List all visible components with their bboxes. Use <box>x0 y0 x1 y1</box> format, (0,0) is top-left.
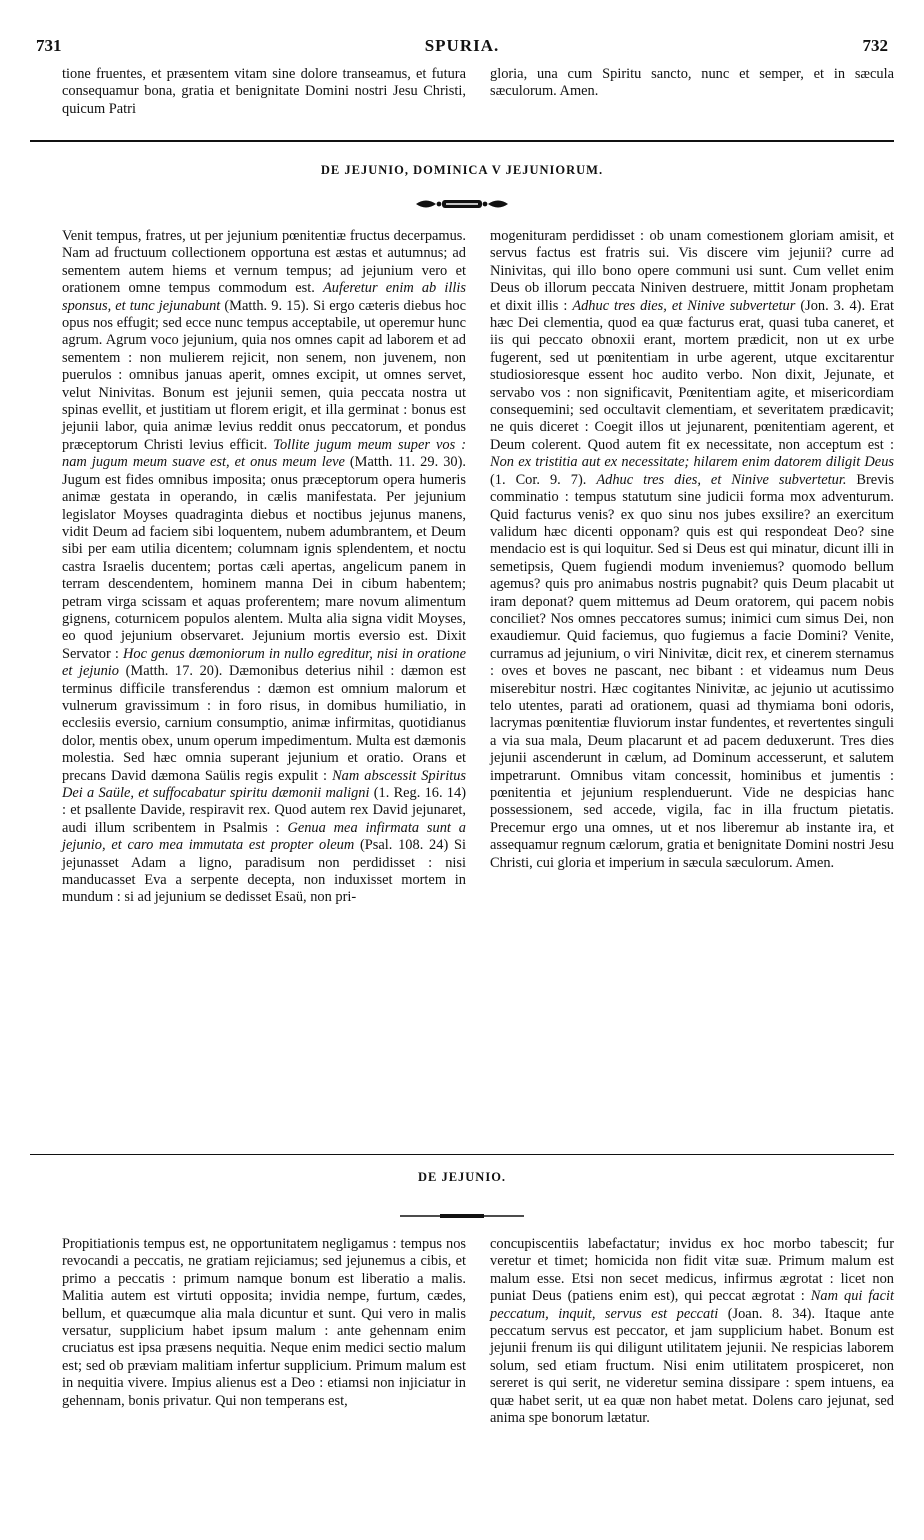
prev-left-column <box>62 66 466 118</box>
text-run: (Matth. 9. 15). Si ergo cæteris diebus hoc opus nos effugit; sed ecce nunc tempus acceptabile, ut operemur hunc agrum. Agrum voco jejunium, quia nos omnes capit ad laborem et ad sementem : non mulierem rejicit, non senem, non juvenem, non puerulos : omnibus januas aperit, omnes excipit, ut omnes servet, velut Ninivitas. Bonum est jejunii semen, quia peccata nostra ut spinas evellit, et justitiam ut florem erigit, et illa germinat : bonus est jejunii labor, quia animæ levius reddit onus peccatorum, et pondus præceptorum Christi levius efficit. <box>62 297 466 453</box>
scripture-quote: Auferetur enim ab illis sponsus, et tunc jejunabunt <box>62 280 466 314</box>
title-underline-rule <box>400 1214 524 1218</box>
section2-columns <box>62 1236 894 1427</box>
running-header <box>36 36 888 58</box>
section-title-de-jejunio: DE JEJUNIO. <box>417 1170 507 1184</box>
prev-right-text: gloria, una cum Spiritu sancto, nunc et semper, et in sæcula sæculorum. Amen. <box>490 66 894 100</box>
paragraph <box>490 228 894 872</box>
section2-right-column <box>490 1236 894 1427</box>
section-title-de-jejunio-dominica: DE JEJUNIO, DOMINICA V JEJUNIORUM. <box>320 163 604 177</box>
page-number-right: 732 <box>862 36 888 55</box>
scripture-quote: Adhuc tres dies, et Ninive subvertetur <box>572 297 796 314</box>
text-run: (Psal. 108. 24) Si jejunasset Adam a ligno, paradisum non perdidisset : nisi manducasset Eva a serpente decepta, non induxisset mortem in mundum : si ad jejunium se dedisset Esaü, non pri- <box>62 837 466 906</box>
text-run: concupiscentiis labefactatur; invidus ex hoc morbo tabescit; fur veretur et timet; homicida non fidit vitæ suæ. Primum malum est malum esse. Etsi non secet medicus, infirmus ægrotat : licet non puniat Deus (patiens enim est), qui peccat ægrotat : <box>490 1236 894 1305</box>
paragraph <box>490 1236 894 1427</box>
paragraph <box>62 228 466 907</box>
scripture-quote: Hoc genus dæmoniorum in nullo egreditur, nisi in oratione et jejunio <box>62 645 467 680</box>
running-title: SPURIA. <box>424 36 500 55</box>
text-run: (Jon. 3. 4). Erat hæc Dei clementia, quod ea quæ facturus erat, quasi tuba caneret, et iis qui peccato obnoxii erant, mortem prædicit, non ut ex urbe fugerent, sed ut pœnitentiam in urbe agerent, utque excitarentur studiosioresque essent hoc audito verbo. Non dixit, Jejunate, et servabo vos : non significavit, Pœnitentiam agite, et misericordiam consequemini; sed occultavit clementiam, et severitatem prædicavit; ne quis diceret : Coegit illos ut jejunarent, pœnitentiam agerent, et Deum colerent. Quod autem fit ex necessitate, non acceptum est : <box>490 297 894 453</box>
scripture-quote: Tollite jugum meum super vos : nam jugum meum suave est, et onus meum leve <box>62 436 466 471</box>
text-run: Brevis comminatio : tempus statutum sine judicii forma mox adventurum. Quid facturus venis? ex quo sinu nos jubes exsilire? an exercitum validum hæc dicenti opponam? quis est qui respondeat Deo? sine mendacio est is qui loquitur. Sed si Deus est qui minatur, dicunt illi in semetipsis, Quem fugiendi modum inveniemus? quomodo bellum agemus? quis pro animabus nostris pugnabit? quis Deum placabit ut iram deponat? quem mittemus ad Deum oratorem, qui pacem nobis conciliet? Nos omnes peccatores sumus; inimici cum simus Dei, non exaudiemur. Quid faciemus, quo fugiemus a facie Domini? Venite, curramus ad jejunium, o viri Ninivitæ, dicit rex, et cinerem sternamus : oves et boves ne pascant, nec bibant : et videamus num Deus miserebitur nostri. Hæc cogitantes Ninivitæ, ac jejunio ut acutissimo telo utentes, parati ad orationem, quasi ad thymiama boni odoris, lacrymas pœnitentiæ fluviorum instar fundentes, et revertentes singuli a via sua mala, Deum placarunt et ad pacem deduxerunt. Tres dies jejunii ascenderunt in cælum, ad Dominum accesserunt, et salutem impetrarunt. Omnibus vitam concessit, hominibus et jumentis : pœnitentia et jejunium resplenduerunt. Vide ne despicias hanc possessionem, sed accede, vigila, fac in illa fructum pietatis. Precemur ergo una omnes, ut et nos liberemur ab instante ira, et assequamur regnum cælorum, gratia et benignitate Domini nostri Jesu Christi, cui gloria et imperium in sæcula sæculorum. Amen. <box>490 471 894 871</box>
previous-text-continuation <box>62 66 894 118</box>
scripture-quote: Nam abscessit Spiritus Dei a Saüle, et suffocabatur spiritu dæmonii maligni <box>62 767 467 801</box>
text-run: (1. Cor. 9. 7). <box>490 471 597 488</box>
text-run: mogenituram perdidisset : ob unam comestionem gloriam amisit, et servus factus est fratris sui. Vis discere vim jejunii? curre ad Ninivitas, qui illo bono opere communi usi sunt. Cum vellet enim Deus ob illorum peccata Niniven destruere, mittit Jonam prophetam et dixit illis : <box>490 228 894 314</box>
scripture-quote: Non ex tristitia aut ex necessitate; hilarem enim datorem diligit Deus <box>490 454 894 471</box>
text-run: (Matth. 17. 20). Dæmonibus deterius nihil : dæmon est terminus difficile transferendus : dæmon est omnium malorum et vulnerum gravissimum : in foro risus, in domibus humiliatio, in ecclesiis eversio, carnium consumptio, animæ infirmitas, quotidianus dolor, mentis obex, unum operum impedimentum. Multa est dæmonis molestia. Sed hæc omnia superant jejunium et oratio. Orans et precans David dæmona Saülis regis expulit : <box>62 663 467 784</box>
section1-right-column <box>490 228 894 907</box>
prev-right-column <box>490 66 894 118</box>
section-divider-top <box>30 140 894 142</box>
ornament-flourish <box>412 196 512 212</box>
prev-left-text: tione fruentes, et præsentem vitam sine dolore transeamus, et futura consequamur bona, gratia et benignitate Domini nostri Jesu Christi, quicum Patri <box>62 66 466 117</box>
section-divider-middle <box>30 1154 894 1155</box>
section1-left-column <box>62 228 466 907</box>
scripture-quote: Adhuc tres dies, et Ninive subvertetur. <box>596 471 847 488</box>
section1-columns <box>62 228 894 907</box>
section2-left-column <box>62 1236 466 1427</box>
text-run: (Joan. 8. 34). Itaque ante peccatum servus est peccator, et jam supplicium habet. Bonum est jejunii frenum iis qui diligunt utilitatem jejunii. Ne respicias laborem solum, sed etiam fructum. Nisi enim utilitatem prospiceret, non sereret is qui serit, ne videretur semina dissipare : spem intuens, ea quæ habet serit, ut ea quæ non habet metat. Dolens caro jejunat, sed anima spe bonorum lætatur. <box>490 1305 894 1427</box>
text-run: Propitiationis tempus est, ne opportunitatem negligamus : tempus nos revocandi a peccatis, ne gratiam rejiciamus; sed jejunemus a cibis, et primo a peccatis : primum namque bonum est liberatio a malis. Malitia autem est virtuti opposita; invidia nempe, furtum, cædes, bellum, et quæcumque alia mala dicuntur et sunt. Qui vero in malis versatur, supplicium habet ipsum malum : ante gehennam enim cruciatus est ipsa præsens nequitia. Neque enim medici sectio malum est; sed ob præviam malitiam infertur supplicium. Primum malum est in nequitia vivere. Impius alienus est a Deo : etiamsi non injiciatur in gehennam, bonis privatur. Qui non temperans est, <box>62 1236 466 1409</box>
scripture-quote: Nam qui facit peccatum, inquit, servus est peccati <box>490 1288 895 1322</box>
text-run: (1. Reg. 16. 14) : et psallente Davide, respiravit rex. Quod autem rex David jejunaret, audi illum scribentem in Psalmis : <box>62 785 466 836</box>
paragraph <box>62 1236 466 1410</box>
text-run: (Matth. 11. 29. 30). Jugum est fides omnibus imposita; onus præceptorum opera humeris animæ gestata in operando, in cælis manifestata. Per jejunium legislator Moyses quadraginta diebus et noctibus jejunus manens, vidit Deum ad faciem sibi loquentem, nubem adumbrantem, et Deum sibi per eam utilia dicentem; columnam ignis splendentem, et noctu castra Israelis ducentem; portas cæli apertas, angelicum panem in terram descendentem, hominem manna Dei in cibum habentem; petram virga scissam et aquas proferentem; mare novum alimentum gignens, coturnicem populos alentem. Multa alia signa vidit Moyses, eo quod jejunium observaret. Jejunium mortis eversio est. Dixit Servator : <box>62 454 466 662</box>
text-run: Venit tempus, fratres, ut per jejunium pœnitentiæ fructus decerpamus. Nam ad fructuum collectionem opportuna est æstas et autumnus; ad sementem autem hiems et vernum tempus; ad jejunium vero et orationem omne tempus commodum est. <box>62 228 466 297</box>
scripture-quote: Genua mea infirmata sunt a jejunio, et caro mea immutata est propter oleum <box>62 819 466 854</box>
page-number-left: 731 <box>36 36 62 55</box>
